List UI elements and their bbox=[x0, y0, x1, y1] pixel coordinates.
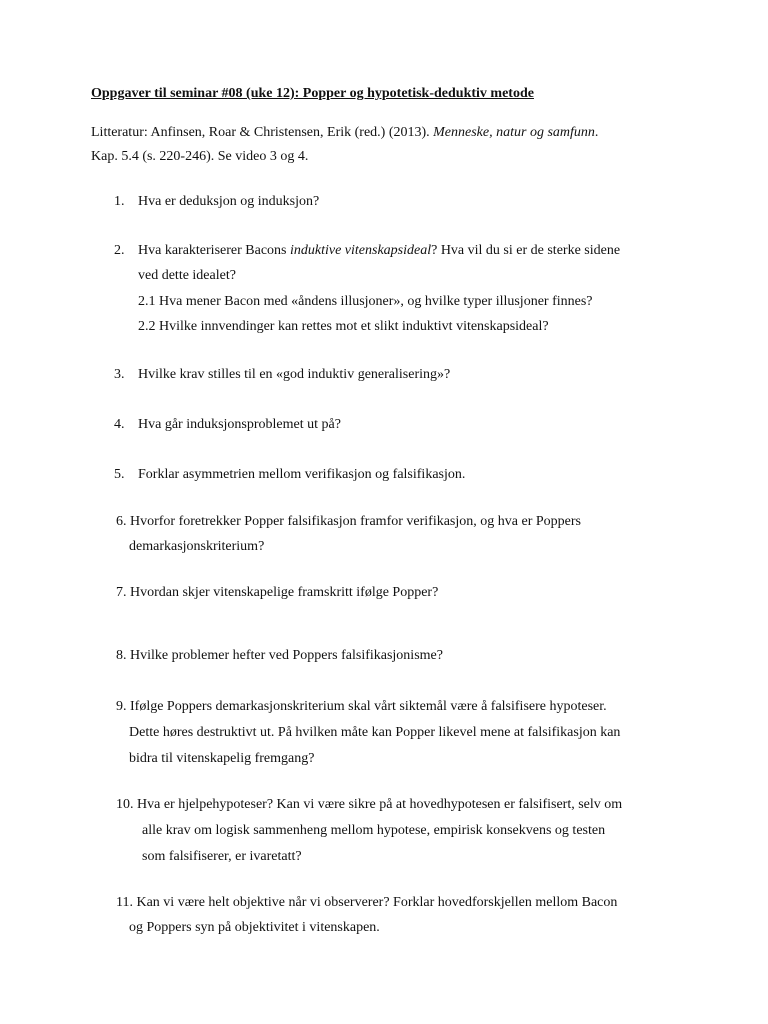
literature-book-title: Menneske, natur og samfunn bbox=[433, 125, 595, 140]
question-2-sub-2: 2.2 Hvilke innvendinger kan rettes mot et slikt induktivt vitenskapsideal? bbox=[138, 319, 549, 334]
question-11-continuation: og Poppers syn på objektivitet i vitenskapen. bbox=[129, 920, 380, 935]
question-text: Forklar asymmetrien mellom verifikasjon og falsifikasjon. bbox=[138, 467, 466, 482]
question-10-continuation-1: alle krav om logisk sammenheng mellom hypotese, empirisk konsekvens og testen bbox=[142, 823, 606, 838]
question-9-continuation-2: bidra til vitenskapelig fremgang? bbox=[129, 751, 315, 766]
question-7: 7. Hvordan skjer vitenskapelige framskritt ifølge Popper? bbox=[116, 585, 439, 600]
question-text: Hvilke krav stilles til en «god induktiv generalisering»? bbox=[138, 367, 451, 382]
question-6-continuation: demarkasjonskriterium? bbox=[129, 539, 265, 554]
question-9: 9. Ifølge Poppers demarkasjonskriterium skal vårt siktemål være å falsifisere hypoteser. bbox=[116, 699, 607, 714]
question-11: 11. Kan vi være helt objektive når vi observerer? Forklar hovedforskjellen mellom Bacon bbox=[116, 895, 618, 910]
question-number: 1. bbox=[114, 194, 125, 209]
question-9-continuation-1: Dette høres destruktivt ut. På hvilken måte kan Popper likevel mene at falsifikasjon kan bbox=[129, 725, 621, 740]
question-10: 10. Hva er hjelpehypoteser? Kan vi være sikre på at hovedhypotesen er falsifisert, selv om bbox=[116, 797, 623, 812]
question-4 bbox=[114, 412, 341, 437]
question-6: 6. Hvorfor foretrekker Popper falsifikasjon framfor verifikasjon, og hva er Poppers bbox=[116, 514, 581, 529]
literature-reference bbox=[91, 121, 691, 169]
question-text: Hva går induksjonsproblemet ut på? bbox=[138, 417, 341, 432]
question-text-emphasis: induktive vitenskapsideal bbox=[289, 243, 432, 258]
question-1 bbox=[114, 189, 319, 214]
literature-chapter: Kap. 5.4 (s. 220-246). Se video 3 og 4. bbox=[91, 149, 309, 164]
question-5 bbox=[114, 462, 465, 487]
literature-suffix: . bbox=[594, 125, 599, 140]
question-text: Hva er deduksjon og induksjon? bbox=[138, 194, 320, 209]
question-3 bbox=[114, 362, 450, 387]
question-10-continuation-2: som falsifiserer, er ivaretatt? bbox=[142, 849, 302, 864]
question-2-continuation: ved dette idealet? bbox=[138, 268, 236, 283]
question-2 bbox=[114, 238, 620, 263]
question-8: 8. Hvilke problemer hefter ved Poppers falsifikasjonisme? bbox=[116, 648, 443, 663]
document-title: Oppgaver til seminar #08 (uke 12): Popper og hypotetisk-deduktiv metode bbox=[91, 86, 534, 101]
question-text-pre: Hva karakteriserer Bacons bbox=[138, 243, 290, 258]
question-number: 2. bbox=[114, 243, 125, 258]
question-number: 3. bbox=[114, 367, 125, 382]
question-2-sub-1: 2.1 Hva mener Bacon med «åndens illusjoner», og hvilke typer illusjoner finnes? bbox=[138, 294, 593, 309]
question-number: 5. bbox=[114, 467, 125, 482]
question-number: 4. bbox=[114, 417, 125, 432]
literature-prefix: Litteratur: Anfinsen, Roar & Christensen, Erik (red.) (2013). bbox=[91, 125, 434, 140]
question-text-post: ? Hva vil du si er de sterke sidene bbox=[431, 243, 621, 258]
